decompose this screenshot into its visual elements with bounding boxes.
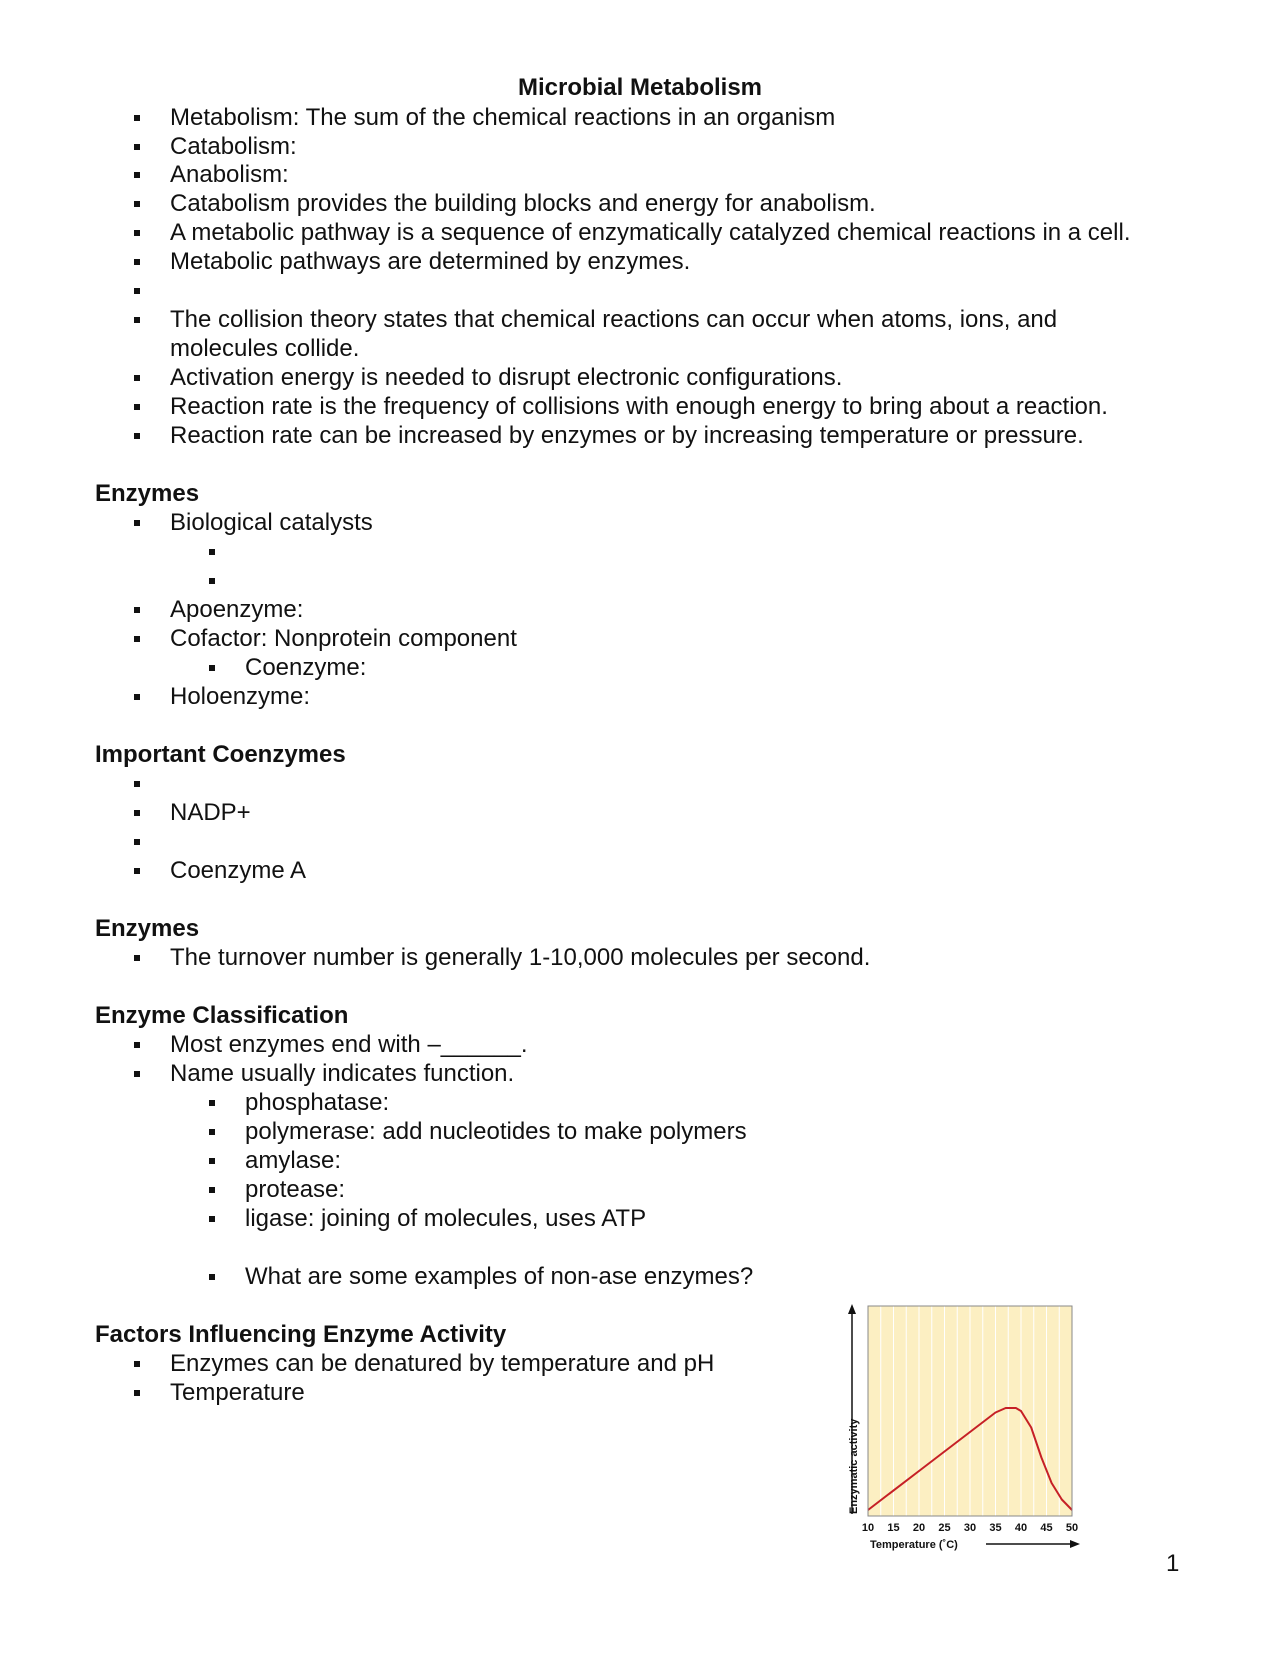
- x-tick-label: 30: [963, 1522, 977, 1534]
- list-item: Coenzyme A: [170, 856, 306, 885]
- bullet-icon: [134, 230, 140, 236]
- x-tick-label: 15: [887, 1522, 900, 1534]
- list-item: phosphatase:: [245, 1088, 389, 1117]
- bullet-icon: [134, 868, 140, 874]
- bullet-icon: [209, 1216, 215, 1222]
- list-item: Enzymes can be denatured by temperature and pH: [170, 1349, 714, 1378]
- y-axis-label: Enzymatic activity: [848, 1418, 860, 1514]
- section-heading: Enzyme Classification: [95, 1002, 349, 1029]
- list-item: ligase: joining of molecules, uses ATP: [245, 1204, 646, 1233]
- bullet-icon: [209, 578, 215, 584]
- list-item: Temperature: [170, 1378, 305, 1407]
- x-axis-label: Temperature (˚C): [870, 1539, 958, 1551]
- section-heading: Enzymes: [95, 480, 200, 507]
- x-axis: [870, 1539, 1080, 1551]
- section-heading: Enzymes: [95, 915, 200, 942]
- section-heading: Factors Influencing Enzyme Activity: [95, 1321, 507, 1348]
- enzyme-temperature-chart: [840, 1302, 1090, 1552]
- list-item: A metabolic pathway is a sequence of enzymatically catalyzed chemical reactions in a cell.: [170, 218, 1130, 247]
- section-heading: Important Coenzymes: [95, 741, 346, 768]
- list-item: Name usually indicates function.: [170, 1059, 514, 1088]
- list-item: The collision theory states that chemical reactions can occur when atoms, ions, and: [170, 305, 1057, 334]
- list-item: Cofactor: Nonprotein component: [170, 624, 517, 653]
- list-item-continuation: molecules collide.: [170, 335, 360, 362]
- bullet-icon: [134, 317, 140, 323]
- bullet-icon: [134, 259, 140, 265]
- x-tick-label: 50: [1065, 1522, 1079, 1534]
- list-item: Most enzymes end with –______.: [170, 1030, 528, 1059]
- bullet-icon: [134, 115, 140, 121]
- bullet-icon: [209, 549, 215, 555]
- x-tick-label: 20: [912, 1522, 926, 1534]
- document-title: Microbial Metabolism: [517, 74, 763, 101]
- bullet-icon: [134, 288, 140, 294]
- list-item: protease:: [245, 1175, 345, 1204]
- list-item: Catabolism provides the building blocks and energy for anabolism.: [170, 189, 876, 218]
- list-item: Apoenzyme:: [170, 595, 303, 624]
- bullet-icon: [209, 1187, 215, 1193]
- list-item: Reaction rate can be increased by enzymes or by increasing temperature or pressure.: [170, 421, 1084, 450]
- bullet-icon: [134, 520, 140, 526]
- list-item: Anabolism:: [170, 160, 289, 189]
- list-item: Coenzyme:: [245, 653, 366, 682]
- x-tick-label: 35: [989, 1522, 1002, 1534]
- x-tick-label: 10: [861, 1522, 875, 1534]
- bullet-icon: [134, 955, 140, 961]
- list-item: Metabolism: The sum of the chemical reactions in an organism: [170, 103, 835, 132]
- bullet-icon: [209, 665, 215, 671]
- page-number: 1: [1166, 1550, 1180, 1577]
- bullet-icon: [134, 144, 140, 150]
- list-item: Metabolic pathways are determined by enzymes.: [170, 247, 690, 276]
- bullet-icon: [209, 1129, 215, 1135]
- bullet-icon: [134, 694, 140, 700]
- y-axis: [848, 1304, 860, 1514]
- bullet-icon: [134, 781, 140, 787]
- bullet-icon: [209, 1100, 215, 1106]
- bullet-icon: [134, 1042, 140, 1048]
- bullet-icon: [209, 1158, 215, 1164]
- list-item: Biological catalysts: [170, 508, 373, 537]
- x-tick-label: 45: [1040, 1522, 1053, 1534]
- bullet-icon: [134, 404, 140, 410]
- bullet-icon: [134, 839, 140, 845]
- bullet-icon: [134, 201, 140, 207]
- x-tick-label: 40: [1014, 1522, 1028, 1534]
- bullet-icon: [134, 172, 140, 178]
- bullet-icon: [134, 1390, 140, 1396]
- x-axis-arrow-icon: [1070, 1540, 1080, 1548]
- x-tick-label: 25: [938, 1522, 951, 1534]
- bullet-icon: [134, 1361, 140, 1367]
- bullet-icon: [134, 433, 140, 439]
- bullet-icon: [134, 375, 140, 381]
- x-tick-labels: [862, 1522, 1078, 1534]
- y-axis-arrow-icon: [848, 1304, 856, 1314]
- list-item: NADP+: [170, 798, 251, 827]
- bullet-icon: [134, 636, 140, 642]
- list-item: Reaction rate is the frequency of collisions with enough energy to bring about a reaction.: [170, 392, 1108, 421]
- bullet-icon: [209, 1274, 215, 1280]
- list-item: Holoenzyme:: [170, 682, 310, 711]
- bullet-icon: [134, 810, 140, 816]
- list-item: polymerase: add nucleotides to make polymers: [245, 1117, 747, 1146]
- list-item: Catabolism:: [170, 132, 297, 161]
- list-item: Activation energy is needed to disrupt electronic configurations.: [170, 363, 842, 392]
- bullet-icon: [134, 607, 140, 613]
- list-item: The turnover number is generally 1-10,000 molecules per second.: [170, 943, 870, 972]
- bullet-icon: [134, 1071, 140, 1077]
- list-item: amylase:: [245, 1146, 341, 1175]
- list-item: What are some examples of non-ase enzymes?: [245, 1262, 753, 1291]
